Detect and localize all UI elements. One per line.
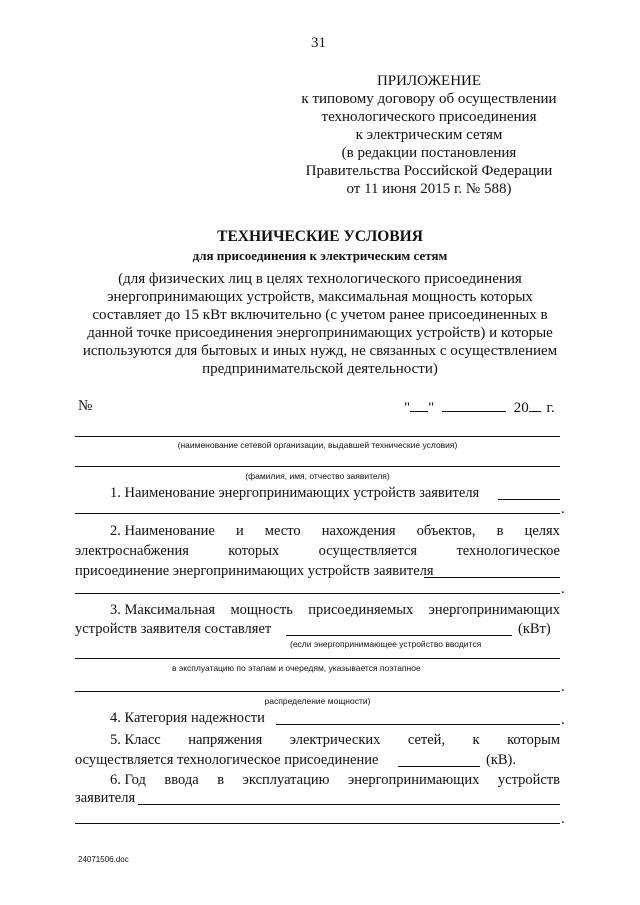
description-line: предпринимательской деятельности): [202, 361, 438, 377]
item-5-label-2: осуществляется технологическое присоединение: [75, 752, 379, 768]
item-2-line[interactable]: [75, 593, 560, 594]
word: нахождения: [321, 523, 396, 539]
item-1-label: 1. Наименование энергопринимающих устройств заявителя: [110, 485, 480, 501]
item-3-caption-1: (если энергопринимающее устройство вводится: [290, 639, 482, 649]
date-field: [404, 397, 555, 417]
item-2-row-2: [75, 542, 560, 560]
number-sign: №: [78, 398, 93, 414]
year-blank[interactable]: [529, 397, 541, 412]
item-1-line[interactable]: [75, 513, 560, 514]
word: технологическое: [456, 543, 560, 559]
month-blank[interactable]: [442, 397, 506, 412]
appendix-title: ПРИЛОЖЕНИЕ: [376, 73, 482, 89]
word: и: [235, 523, 244, 539]
year-suffix: г.: [546, 400, 555, 416]
word: сетей,: [407, 732, 446, 748]
word: 3. Максимальная: [110, 602, 216, 618]
applicant-caption: (фамилия, имя, отчество заявителя): [245, 471, 390, 481]
item-5-unit: (кВ).: [486, 752, 516, 768]
word: 5. Класс: [110, 732, 161, 748]
word: энергопринимающих: [348, 772, 480, 788]
item-3-row-1: [110, 601, 560, 619]
word: электроснабжения: [75, 543, 189, 559]
item-4-period: .: [561, 712, 565, 728]
word: 6. Год: [110, 772, 146, 788]
org-caption: (наименование сетевой организации, выдавшей технические условия): [177, 440, 458, 450]
item-3-caption-2: в эксплуатацию по этапам и очередям, указывается поэтапное: [172, 663, 421, 673]
word: мощность: [230, 602, 293, 618]
item-2-period: .: [561, 581, 565, 597]
description-line: используются для бытовых и иных нужд, не связанных с осуществлением: [82, 343, 558, 359]
word: устройств: [497, 772, 560, 788]
word: энергопринимающих: [428, 602, 560, 618]
item-3-period: .: [561, 679, 565, 695]
item-4-label: 4. Категория надежности: [110, 710, 265, 726]
word: ввода: [164, 772, 199, 788]
word: которых: [228, 543, 280, 559]
word: присоединяемых: [308, 602, 414, 618]
appendix-line: к типовому договору об осуществлении: [301, 91, 557, 107]
word: которым: [507, 732, 560, 748]
appendix-line: (в редакции постановления: [341, 145, 517, 161]
item-3-line-1[interactable]: [75, 658, 560, 659]
item-6-row-1: [110, 771, 560, 789]
applicant-line[interactable]: [75, 466, 560, 467]
day-blank[interactable]: [410, 397, 428, 412]
item-6-label-2: заявителя: [75, 790, 136, 806]
item-3-blank[interactable]: [286, 635, 512, 636]
item-5-row-1: [110, 731, 560, 749]
item-3-line-2[interactable]: [75, 691, 560, 692]
item-5-blank[interactable]: [398, 766, 480, 767]
quote-close: ": [428, 400, 435, 416]
appendix-line: к электрическим сетям: [355, 127, 503, 143]
org-line[interactable]: [75, 436, 560, 437]
appendix-line: технологического присоединения: [321, 109, 537, 125]
page-number: 31: [311, 35, 326, 51]
word: 2. Наименование: [110, 523, 215, 539]
word: осуществляется: [318, 543, 418, 559]
item-1-period: .: [561, 501, 565, 517]
description-line: данной точке присоединения энергопринимающих устройств) и которые: [87, 325, 553, 341]
year-prefix: 20: [513, 400, 529, 416]
item-3-unit: (кВт): [518, 621, 551, 637]
item-3-label-2: устройств заявителя составляет: [75, 621, 272, 637]
word: к: [472, 732, 480, 748]
appendix-block: [290, 72, 568, 198]
quote-open: ": [404, 400, 411, 416]
word: целях: [524, 523, 560, 539]
item-6-line[interactable]: [75, 823, 560, 824]
item-1-blank[interactable]: [498, 499, 560, 500]
word: объектов,: [416, 523, 476, 539]
word: напряжения: [188, 732, 263, 748]
description-line: составляет до 15 кВт включительно (с учетом ранее присоединенных в: [92, 307, 548, 323]
footer-filename: 24071506.doc: [78, 855, 129, 864]
word: место: [264, 523, 301, 539]
description-line: (для физических лиц в целях технологического присоединения: [118, 271, 522, 287]
appendix-line: Правительства Российской Федерации: [305, 163, 553, 179]
description-line: энергопринимающих устройств, максимальная мощность которых: [107, 289, 533, 305]
word: в: [496, 523, 504, 539]
word: в: [217, 772, 225, 788]
word: электрических: [289, 732, 381, 748]
word: эксплуатацию: [242, 772, 330, 788]
document-subtitle: для присоединения к электрическим сетям: [192, 248, 448, 263]
document-title: ТЕХНИЧЕСКИЕ УСЛОВИЯ: [217, 228, 423, 245]
item-6-blank[interactable]: [138, 804, 560, 805]
item-3-caption-3: распределение мощности): [264, 696, 371, 706]
item-2-label-3: присоединение энергопринимающих устройств заявителя: [75, 563, 434, 579]
item-2-row-1: [110, 522, 560, 540]
item-6-period: .: [561, 811, 565, 827]
appendix-line: от 11 июня 2015 г. № 588): [346, 181, 512, 197]
item-4-blank[interactable]: [276, 724, 560, 725]
document-description: [40, 270, 600, 378]
item-2-blank[interactable]: [424, 577, 560, 578]
